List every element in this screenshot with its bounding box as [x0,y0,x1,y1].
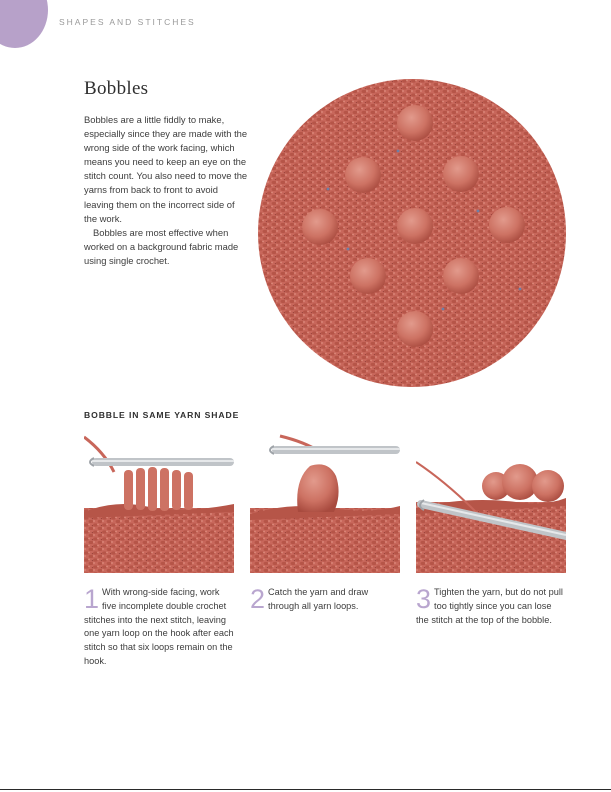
bottom-rule [0,789,611,790]
step-3-text [416,586,566,627]
step-2-photo [250,432,400,573]
step-2-text [250,586,395,614]
section-title: Bobbles [84,78,149,99]
step-instruction: With wrong-side facing, work five incomplete double crochet stitches into the next stitch, leaving one yarn loop on the hook after each stitch so that six loops remain on the hook. [84,587,234,666]
step-number: 2 [250,584,266,614]
step-1-photo [84,432,234,573]
step-number: 3 [416,584,432,614]
step-instruction: Tighten the yarn, but do not pull too tightly since you can lose the stitch at the top of the bobble. [416,587,563,625]
step-number: 1 [84,584,100,614]
step-instruction: Catch the yarn and draw through all yarn loops. [268,587,369,611]
tutorial-heading: BOBBLE IN SAME YARN SHADE [84,410,240,420]
step-3-photo [416,432,566,573]
step-1-text [84,586,234,669]
intro-paragraph: Bobbles are most effective when worked on a background fabric made using single crochet. [84,226,239,266]
page-number [0,0,9,2]
bobble-swatch-photo [258,79,566,387]
running-head: SHAPES AND STITCHES [59,17,196,27]
page-number-badge [0,0,48,48]
intro-text [84,113,249,268]
intro-paragraph: Bobbles are a little fiddly to make, especially since they are made with the wrong side of the work facing, which means you need to keep an eye on the stitch count. You also need to move the yarns from back to front to avoid leaving them on the incorrect side of the work. [84,114,248,224]
